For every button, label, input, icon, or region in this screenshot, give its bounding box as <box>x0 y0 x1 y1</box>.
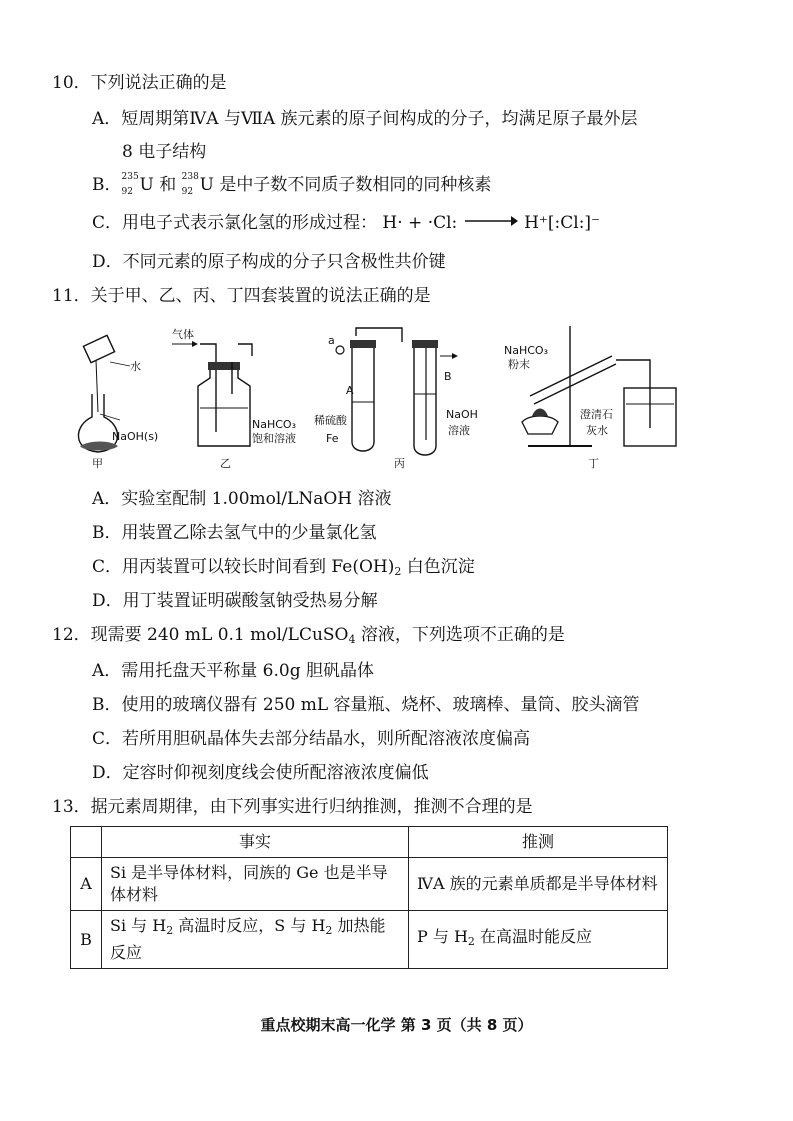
isotope-u238 <box>182 174 200 196</box>
q10-option-b-and: 和 <box>153 175 182 195</box>
label-naoh-bing: NaOH <box>446 408 478 421</box>
isotope-mass: 235 <box>121 172 139 182</box>
q11-option-d: D．用丁装置证明碳酸氢钠受热易分解 <box>92 591 378 611</box>
q10-option-c <box>92 212 600 234</box>
q12-stem-text-end: 溶液，下列选项不正确的是 <box>355 625 565 645</box>
label-valve-a: a <box>328 334 335 347</box>
subscript: 2 <box>467 935 475 948</box>
row-b-inference <box>409 911 668 969</box>
subscript: 2 <box>325 924 333 937</box>
apparatus-yi <box>172 327 296 470</box>
q10-option-b-label: B． <box>92 175 122 195</box>
q12-stem <box>52 624 565 651</box>
label-dilute-sulfuric-acid: 稀硫酸 <box>314 414 347 427</box>
table-header-empty <box>71 827 102 858</box>
isotope-symbol: U <box>199 175 214 195</box>
electron-formula-reactants: H· + ·Cl: <box>382 213 458 233</box>
label-tube-A: A <box>346 384 354 397</box>
q12-stem-text: 12．现需要 240 mL 0.1 mol/LCuSO <box>52 625 349 645</box>
subscript: 4 <box>348 633 356 646</box>
q11-stem: 11．关于甲、乙、丙、丁四套装置的说法正确的是 <box>52 286 431 306</box>
caption-ding: 丁 <box>588 457 599 470</box>
q10-option-a-line1: A．短周期第ⅣA 与ⅦA 族元素的原子间构成的分子，均满足原子最外层 <box>92 109 638 129</box>
label-naoh-solid: NaOH(s) <box>112 430 159 443</box>
label-limewater-1: 澄清石 <box>580 408 613 421</box>
caption-jia: 甲 <box>92 457 103 470</box>
isotope-mass: 238 <box>181 172 199 182</box>
table-header-row <box>71 827 668 858</box>
q13-stem: 13．据元素周期律，由下列事实进行归纳推测，推测不合理的是 <box>52 797 533 817</box>
q11-option-a: A．实验室配制 1.00mol/LNaOH 溶液 <box>92 489 392 509</box>
caption-yi: 乙 <box>220 457 231 470</box>
caption-bing: 丙 <box>394 457 405 470</box>
inference-text: P 与 H <box>417 927 468 946</box>
row-label-b: B <box>71 911 102 969</box>
page-footer: 重点校期末高一化学 第 3 页（共 8 页） <box>260 1016 533 1034</box>
q11-option-c-text: C．用丙装置可以较长时间看到 Fe(OH) <box>92 557 395 577</box>
q10-option-d: D．不同元素的原子构成的分子只含极性共价键 <box>92 252 446 272</box>
subscript: 2 <box>394 565 402 578</box>
q12-option-c: C．若所用胆矾晶体失去部分结晶水，则所配溶液浓度偏高 <box>92 729 531 749</box>
table-header-fact: 事实 <box>102 827 409 858</box>
q10-stem: 10．下列说法正确的是 <box>52 73 227 93</box>
row-a-fact: Si 是半导体材料，同族的 Ge 也是半导体材料 <box>102 858 409 911</box>
table-header-inference: 推测 <box>409 827 668 858</box>
apparatus-figure <box>60 322 700 482</box>
inference-text: 在高温时能反应 <box>474 927 592 946</box>
table-row <box>71 911 668 969</box>
label-nahco3-yi: NaHCO₃ <box>252 418 296 431</box>
label-saturated-solution: 饱和溶液 <box>252 432 296 445</box>
fact-text: 高温时反应，S 与 H <box>173 916 326 935</box>
reaction-arrow-icon <box>463 212 519 234</box>
electron-formula-product: H⁺[:Cl:]⁻ <box>524 213 601 233</box>
q11-option-b: B．用装置乙除去氢气中的少量氯化氢 <box>92 523 377 543</box>
label-powder: 粉末 <box>508 358 530 371</box>
row-b-fact <box>102 911 409 969</box>
row-a-inference: ⅣA 族的元素单质都是半导体材料 <box>409 858 668 911</box>
q11-option-c-text-end: 白色沉淀 <box>401 557 475 577</box>
subscript: 2 <box>166 924 174 937</box>
label-water: 水 <box>130 360 141 373</box>
label-solution-bing: 溶液 <box>448 424 470 437</box>
label-tube-B: B <box>444 370 452 383</box>
q10-option-c-text: C．用电子式表示氯化氢的形成过程： <box>92 213 378 233</box>
q10-option-b-text: 是中子数不同质子数相同的同种核素 <box>213 175 492 195</box>
fact-text: 加热能反应 <box>110 916 386 962</box>
isotope-atomic-number: 92 <box>181 187 194 197</box>
table-row <box>71 858 668 911</box>
q12-option-d: D．定容时仰视刻度线会使所配溶液浓度偏低 <box>92 763 429 783</box>
q12-option-a: A．需用托盘天平称量 6.0g 胆矾晶体 <box>92 661 375 681</box>
isotope-symbol: U <box>139 175 154 195</box>
isotope-atomic-number: 92 <box>121 187 133 197</box>
row-label-a: A <box>71 858 102 911</box>
apparatus-jia <box>78 335 158 470</box>
isotope-u235 <box>122 174 140 196</box>
q10-option-a-line2: 8 电子结构 <box>122 142 207 162</box>
label-limewater-2: 灰水 <box>586 424 608 437</box>
apparatus-bing <box>314 328 478 470</box>
label-gas: 气体 <box>172 328 194 341</box>
q11-option-c <box>92 556 475 583</box>
label-fe: Fe <box>326 432 339 445</box>
label-nahco3-ding: NaHCO₃ <box>504 344 548 357</box>
q13-table <box>70 826 668 969</box>
q12-option-b: B．使用的玻璃仪器有 250 mL 容量瓶、烧杯、玻璃棒、量筒、胶头滴管 <box>92 695 640 715</box>
q10-option-b <box>92 174 491 196</box>
apparatus-ding <box>504 326 676 470</box>
fact-text: Si 与 H <box>110 916 167 935</box>
